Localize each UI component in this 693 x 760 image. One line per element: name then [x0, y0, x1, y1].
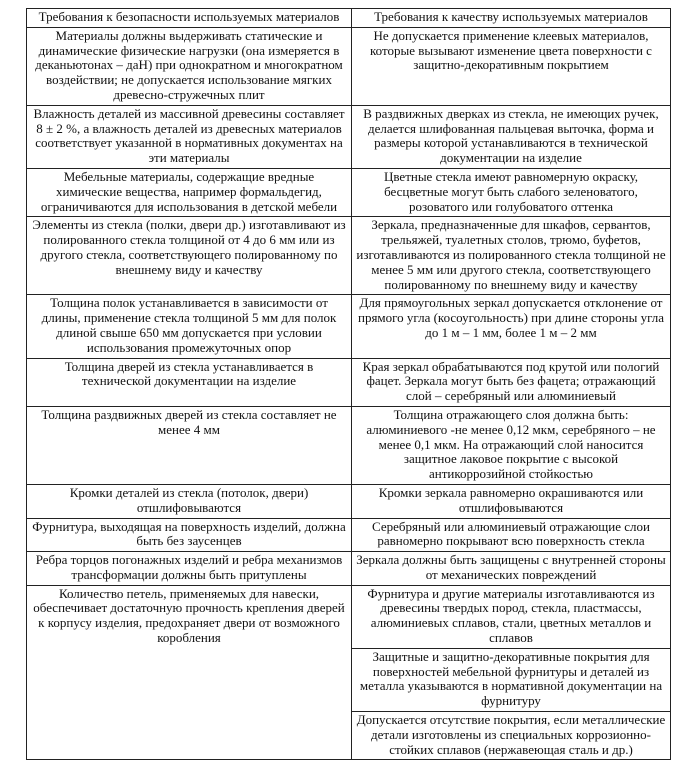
safety-requirement-cell: Фурнитура, выходящая на поверхность изделий, должна быть без заусенцев [27, 518, 352, 552]
quality-requirement-cell: Допускается отсутствие покрытия, если металлические детали изготовлены из специальных коррозионно-стойких сплавов (нержавеющая сталь и др.) [352, 712, 671, 760]
safety-requirement-cell: Ребра торцов погонажных изделий и ребра механизмов трансформации должны быть притуплены [27, 552, 352, 586]
table-row [27, 518, 671, 552]
quality-requirement-cell: Не допускается применение клеевых материалов, которые вызывают изменение цвета поверхности с защитно-декоративным покрытием [352, 27, 671, 105]
safety-requirement-cell: Влажность деталей из массивной древесины составляет 8 ± 2 %, а влажность деталей из древесных материалов соответствует указанной в нормативных документах на эти материалы [27, 105, 352, 168]
quality-requirement-cell: Цветные стекла имеют равномерную окраску, бесцветные могут быть слабого зеленоватого, розоватого или голубоватого оттенка [352, 168, 671, 216]
safety-requirement-cell: Элементы из стекла (полки, двери др.) изготавливают из полированного стекла толщиной от 4 до 6 мм или из другого стекла, соответствующего полированному по внешнему виду и качеству [27, 217, 352, 295]
quality-requirement-cell: Зеркала, предназначенные для шкафов, сервантов, трельяжей, туалетных столов, трюмо, буфетов, изготавливаются из полированного стекла толщиной не менее 5 мм или другого стекла, соответствующего полированному по внешнему виду и качеству [352, 217, 671, 295]
safety-requirement-cell: Кромки деталей из стекла (потолок, двери) отшлифовываются [27, 484, 352, 518]
table-row [27, 552, 671, 586]
safety-requirement-cell: Толщина полок устанавливается в зависимости от длины, применение стекла толщиной 5 мм для полок длиной свыше 650 мм допускается при условии использования промежуточных опор [27, 295, 352, 358]
table-row [27, 168, 671, 216]
quality-requirement-cell: Защитные и защитно-декоративные покрытия для поверхностей мебельной фурнитуры и деталей из металла указываются в нормативной документации на фурнитуру [352, 648, 671, 711]
requirements-table [26, 8, 671, 760]
quality-requirement-cell: Толщина отражающего слоя должна быть: алюминиевого -не менее 0,12 мкм, серебряного – не менее 0,1 мкм. На отражающий слой наносится защитное лаковое покрытие с высокой антикоррозийной стойкостью [352, 406, 671, 484]
table-row [27, 295, 671, 358]
quality-requirement-cell: Для прямоугольных зеркал допускается отклонение от прямого угла (косоугольность) при длине стороны угла до 1 м – 1 мм, более 1 м – 2 мм [352, 295, 671, 358]
quality-requirement-cell: Кромки зеркала равномерно окрашиваются или отшлифовываются [352, 484, 671, 518]
table-row [27, 484, 671, 518]
table-row [27, 217, 671, 295]
quality-requirement-cell: Зеркала должны быть защищены с внутренней стороны от механических повреждений [352, 552, 671, 586]
table-row [27, 585, 671, 648]
safety-requirement-cell: Количество петель, применяемых для навески, обеспечивает достаточную прочность крепления дверей к корпусу изделия, предохраняет двери от возможного коробления [27, 585, 352, 760]
header-safety: Требования к безопасности используемых материалов [27, 9, 352, 28]
table-row [27, 406, 671, 484]
quality-requirement-cell: Края зеркал обрабатываются под крутой или пологий фацет. Зеркала могут быть без фацета; отражающий слой – серебряный или алюминиевый [352, 358, 671, 406]
quality-requirement-cell: Серебряный или алюминиевый отражающие слои равномерно покрывают всю поверхность стекла [352, 518, 671, 552]
table-row [27, 358, 671, 406]
safety-requirement-cell: Толщина раздвижных дверей из стекла составляет не менее 4 мм [27, 406, 352, 484]
table-body [27, 27, 671, 760]
table-header-row [27, 9, 671, 28]
safety-requirement-cell: Толщина дверей из стекла устанавливается в технической документации на изделие [27, 358, 352, 406]
quality-requirement-cell: В раздвижных дверках из стекла, не имеющих ручек, делается шлифованная пальцевая выточка, форма и размеры которой устанавливаются в технической документации на изделие [352, 105, 671, 168]
safety-requirement-cell: Материалы должны выдерживать статические и динамические физические нагрузки (она измеряется в деканьютонах – даН) при однократном и многократном воздействии; не допускается использование мягких древесно-стружечных плит [27, 27, 352, 105]
table-row [27, 27, 671, 105]
quality-requirement-cell: Фурнитура и другие материалы изготавливаются из древесины твердых пород, стекла, пластмассы, алюминиевых сплавов, стали, цветных металлов и сплавов [352, 585, 671, 648]
table-row [27, 105, 671, 168]
header-quality: Требования к качеству используемых материалов [352, 9, 671, 28]
safety-requirement-cell: Мебельные материалы, содержащие вредные химические вещества, например формальдегид, ограничиваются для использования в детской мебели [27, 168, 352, 216]
